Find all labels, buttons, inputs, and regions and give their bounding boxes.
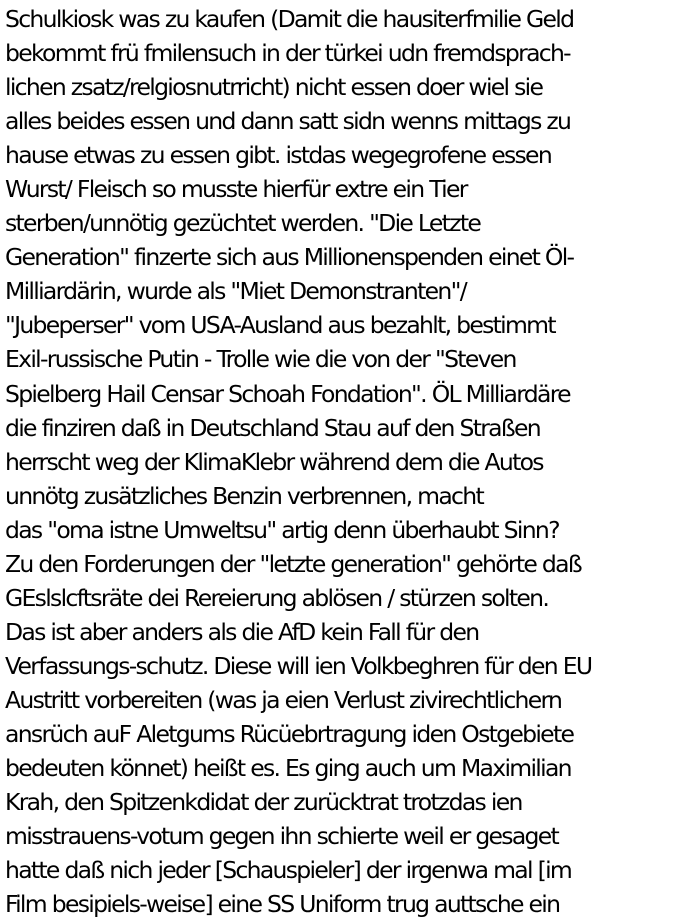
text-line: Zu den Forderungen der "letzte generation" gehörte daß [5, 549, 581, 578]
text-line: GEslslcftsräte dei Rereierung ablösen / stürzen solten. [5, 583, 549, 612]
text-line: das "oma istne Umweltsu" artig denn überhaubt Sinn? [5, 515, 559, 544]
text-line: hause etwas zu essen gibt. istdas wegegrofene essen [5, 141, 552, 170]
text-line: Film besipiels-weise] eine SS Uniform trug auttsche ein [5, 890, 560, 919]
text-line: Wurst/ Fleisch so musste hierfür extre ein Tier [5, 175, 467, 204]
document-text-block [5, 2, 684, 921]
text-line: Exil-russische Putin - Trolle wie die von der "Steven [5, 345, 516, 374]
text-line: alles beides essen und dann satt sidn wenns mittags zu [5, 107, 571, 136]
text-line: Milliardärin, wurde als "Miet Demonstranten"/ [5, 277, 466, 306]
text-line: Austritt vorbereiten (was ja eien Verlust zivirechtlichern [5, 685, 562, 714]
text-line: sterben/unnötig gezüchtet werden. "Die Letzte [5, 209, 481, 238]
text-line: Spielberg Hail Censar Schoah Fondation". ÖL Milliardäre [5, 379, 570, 408]
text-line: die finziren daß in Deutschland Stau auf den Straßen [5, 413, 540, 442]
text-line: Krah, den Spitzenkdidat der zurücktrat trotzdas ien [5, 788, 522, 817]
text-line: herrscht weg der KlimaKlebr während dem die Autos [5, 447, 543, 476]
text-line: Generation" finzerte sich aus Millionenspenden einet Öl- [5, 243, 574, 272]
text-line: ansrüch auF Aletgums Rücüebrtragung iden Ostgebiete [5, 719, 574, 748]
text-line: unnötg zusätzliches Benzin verbrennen, macht [5, 481, 483, 510]
text-line: "Jubeperser" vom USA-Ausland aus bezahlt, bestimmt [5, 311, 555, 340]
text-line: hatte daß nich jeder [Schauspieler] der irgenwa mal [im [5, 856, 572, 885]
text-line: Das ist aber anders als die AfD kein Fall für den [5, 617, 479, 646]
text-line: Verfassungs-schutz. Diese will ien Volkbeghren für den EU [5, 651, 592, 680]
text-line: misstrauens-votum gegen ihn schierte weil er gesaget [5, 822, 559, 851]
text-line: bekommt frü fmilensuch in der türkei udn fremdsprach- [5, 39, 570, 68]
text-line: Schulkiosk was zu kaufen (Damit die hausiterfmilie Geld [5, 5, 574, 33]
text-line: lichen zsatz/relgiosnutrricht) nicht essen doer wiel sie [5, 73, 543, 102]
text-line: bedeuten könnet) heißt es. Es ging auch um Maximilian [5, 754, 571, 783]
